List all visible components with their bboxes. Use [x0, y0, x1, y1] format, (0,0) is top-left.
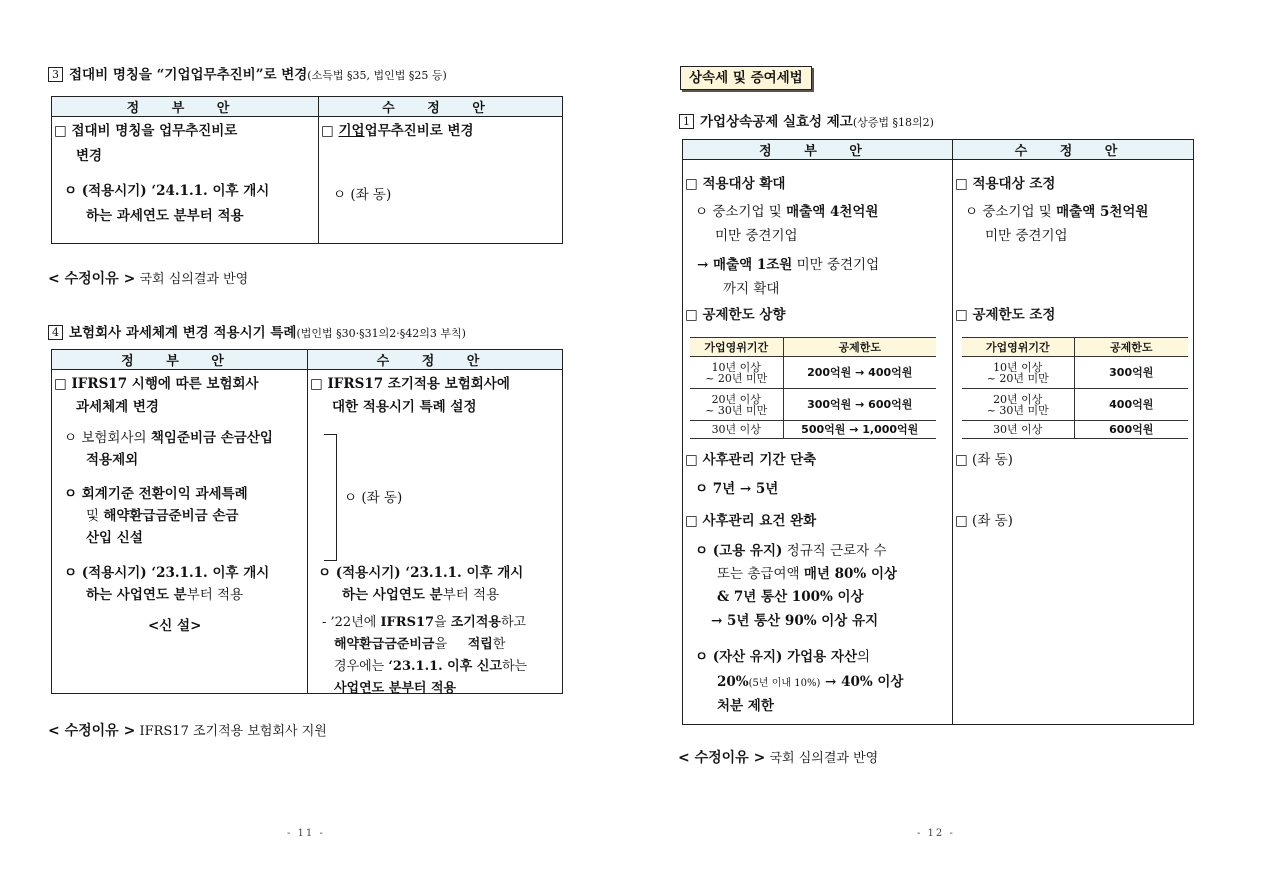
- header-revised: 수 정 안: [308, 350, 563, 370]
- gov-item: 20%(5년 이내 10%) → 40% 이상: [717, 674, 904, 690]
- rev-item: - ’22년에 IFRS17을 조기적용하고: [322, 615, 527, 630]
- rev-item: □ IFRS17 조기적용 보험회사에: [310, 376, 510, 392]
- period-cell: 30년 이상: [962, 421, 1074, 439]
- gov-item: ㅇ (고용 유지) 정규직 근로자 수: [695, 543, 887, 559]
- gov-item: ㅇ 회계기준 전환이익 과세특례: [64, 486, 248, 502]
- limit-cell: 300억원 → 600억원: [783, 389, 936, 421]
- gov-item: 과세체계 변경: [76, 399, 159, 415]
- deduction-table-revised: [962, 337, 1188, 439]
- gov-item: 미만 중견기업: [715, 228, 798, 244]
- limit-cell: 200억원 → 400억원: [783, 357, 936, 389]
- rev-same: □ (좌 동): [955, 452, 1013, 468]
- new-label: <신 설>: [148, 618, 202, 634]
- deduction-table-government: [690, 337, 936, 439]
- rev-item: ㅇ 중소기업 및 매출액 5천억원: [965, 204, 1149, 220]
- period-cell: 20년 이상 ~ 30년 미만: [962, 389, 1074, 421]
- gov-item: 또는 총급여액 매년 80% 이상: [717, 566, 898, 582]
- gov-item: ㅇ (자산 유지) 가업용 자산의: [695, 649, 871, 665]
- header-revised: 수 정 안: [953, 140, 1194, 160]
- page-number-right: - 12 -: [917, 828, 955, 839]
- header-government: 정 부 안: [52, 350, 308, 370]
- col-header: 공제한도: [1074, 338, 1188, 357]
- section-4-title: 4 보험회사 과세체계 변경 적용시기 특례(법인법 §30·§31의2·§42의3 부칙): [48, 321, 466, 341]
- gov-item: 하는 과세연도 분부터 적용: [86, 208, 244, 224]
- gov-item: ㅇ (적용시기) ‘23.1.1. 이후 개시: [64, 565, 270, 581]
- gov-item: 적용제외: [86, 452, 139, 468]
- col-header: 가업영위기간: [690, 338, 783, 357]
- reason-3: < 수정이유 > 국회 심의결과 반영: [678, 750, 879, 766]
- gov-item: → 매출액 1조원 미만 중견기업: [697, 257, 880, 273]
- rev-item: 대한 적용시기 특례 설정: [332, 399, 477, 415]
- header-government: 정 부 안: [683, 140, 953, 160]
- gov-item: □ 공제한도 상향: [685, 307, 786, 323]
- gov-item: 산입 신설: [86, 530, 143, 546]
- bracket: [324, 434, 337, 561]
- gov-item: □ 적용대상 확대: [685, 176, 786, 192]
- limit-cell: 500억원 → 1,000억원: [783, 421, 936, 439]
- rev-item: 경우에는 ‘23.1.1. 이후 신고하는: [334, 659, 528, 674]
- rev-item: □ 공제한도 조정: [955, 307, 1056, 323]
- gov-item: 변경: [76, 148, 103, 164]
- period-cell: 30년 이상: [690, 421, 783, 439]
- gov-item: & 7년 통산 100% 이상: [717, 589, 864, 605]
- rev-same: ㅇ (좌 동): [333, 187, 392, 203]
- gov-item: 처분 제한: [717, 698, 774, 714]
- limit-cell: 300억원: [1074, 357, 1188, 389]
- section-number: 3: [48, 67, 63, 82]
- rev-item: ㅇ (적용시기) ‘23.1.1. 이후 개시: [318, 565, 524, 581]
- header-revised: 수 정 안: [319, 97, 563, 117]
- rev-item: 미만 중견기업: [985, 228, 1068, 244]
- section-number: 1: [679, 114, 694, 129]
- reason-1: < 수정이유 > 국회 심의결과 반영: [48, 271, 249, 287]
- section-4-table: [51, 349, 563, 694]
- gov-item: □ 접대비 명칭을 업무추진비로: [54, 123, 238, 139]
- gov-item: ㅇ 보험회사의 책임준비금 손금산입: [64, 430, 273, 446]
- gov-item: → 5년 통산 90% 이상 유지: [711, 613, 879, 629]
- rev-same: □ (좌 동): [955, 513, 1013, 529]
- gov-item: □ 사후관리 기간 단축: [685, 452, 817, 468]
- section-3-table: [51, 96, 563, 244]
- period-cell: 10년 이상 ~ 20년 미만: [690, 357, 783, 389]
- section-number: 4: [48, 325, 63, 340]
- gov-item: 하는 사업연도 분부터 적용: [86, 587, 244, 603]
- gov-item: ㅇ 중소기업 및 매출액 4천억원: [695, 204, 879, 220]
- section-heading: 상속세 및 증여세법: [680, 66, 812, 90]
- reason-2: < 수정이유 > IFRS17 조기적용 보험회사 지원: [48, 723, 327, 739]
- gov-item: ㅇ 7년 → 5년: [695, 481, 779, 497]
- gov-item: 까지 확대: [723, 281, 780, 297]
- gov-item: ㅇ (적용시기) ‘24.1.1. 이후 개시: [64, 183, 270, 199]
- period-cell: 10년 이상 ~ 20년 미만: [962, 357, 1074, 389]
- rev-item: 하는 사업연도 분부터 적용: [342, 587, 500, 603]
- rev-item: □ 기업업무추진비로 변경: [321, 123, 474, 139]
- gov-item: □ 사후관리 요건 완화: [685, 513, 817, 529]
- gov-item: 및 해약환급금준비금 손금: [86, 508, 239, 524]
- limit-cell: 400억원: [1074, 389, 1188, 421]
- rev-item: 해약환급금준비금을 적립한: [334, 637, 506, 652]
- page-number-left: - 11 -: [287, 828, 325, 839]
- section-3-title: 3 접대비 명칭을 “기업업무추진비”로 변경(소득법 §35, 법인법 §25 등): [48, 63, 447, 83]
- rev-same: ㅇ (좌 동): [344, 490, 403, 506]
- limit-cell: 600억원: [1074, 421, 1188, 439]
- header-government: 정 부 안: [52, 97, 319, 117]
- rev-item: 사업연도 분부터 적용: [334, 681, 457, 696]
- col-header: 공제한도: [783, 338, 936, 357]
- section-1-title: 1 가업상속공제 실효성 제고(상증법 §18의2): [679, 110, 934, 130]
- gov-item: □ IFRS17 시행에 따른 보험회사: [54, 376, 259, 392]
- rev-item: □ 적용대상 조정: [955, 176, 1056, 192]
- col-header: 가업영위기간: [962, 338, 1074, 357]
- period-cell: 20년 이상 ~ 30년 미만: [690, 389, 783, 421]
